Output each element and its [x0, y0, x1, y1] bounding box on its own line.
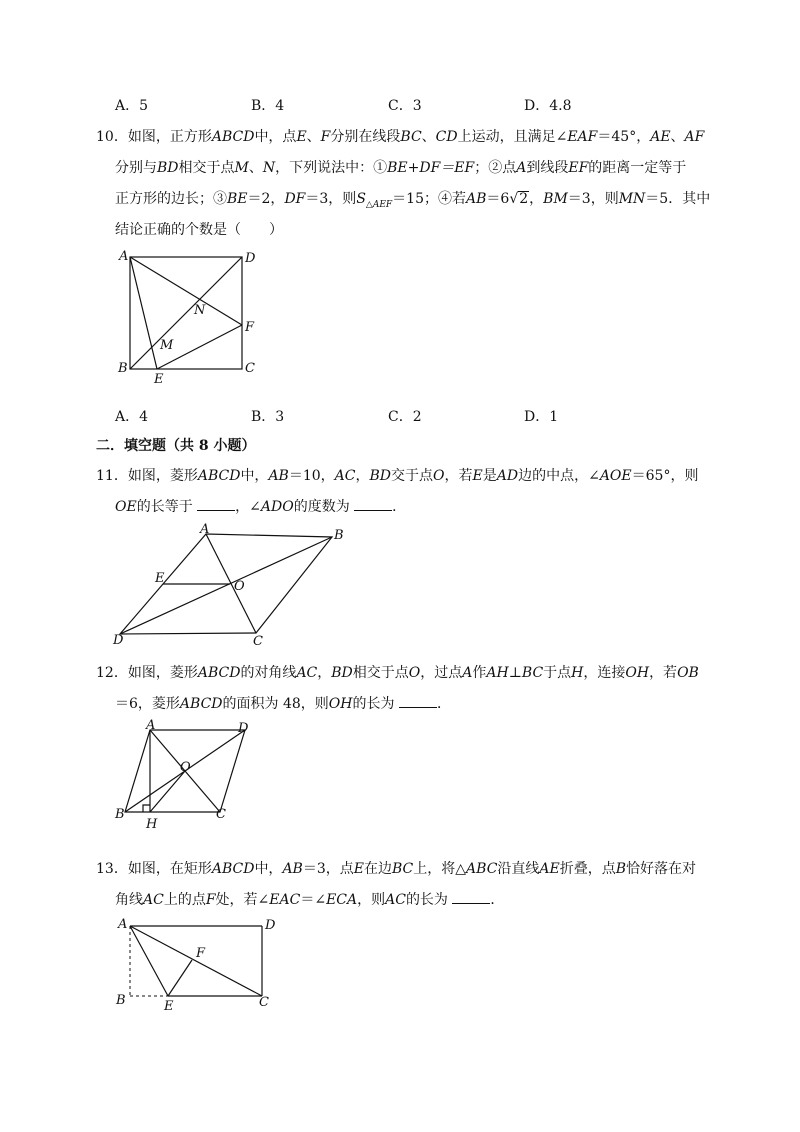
q9-option-d: D．4.8: [524, 98, 572, 114]
q13-label-e: E: [164, 999, 174, 1014]
q13-line-1: 13．如图，在矩形ABCD中，AB＝3，点E在边BC上，将△ABC沿直线AE折叠，点B恰好落在对: [96, 861, 697, 877]
q11-line-1: 11．如图，菱形ABCD中，AB＝10，AC，BD交于点O，若E是AD边的中点，∠AOE＝65°，则: [96, 468, 699, 484]
q12-figure: [110, 718, 270, 834]
q10-line-3: 正方形的边长；③BE＝2，DF＝3，则$S_{\triangle AEF}=15$；④若AB＝6√2，BM＝3，则MN＝5．其中: [115, 191, 711, 210]
q10-option-a: A．4: [115, 409, 149, 425]
q12-label-a: A: [146, 718, 156, 733]
q12-line-1: 12．如图，菱形ABCD的对角线AC，BD相交于点O，过点A作AH⊥BC于点H，连接OH，若OB: [96, 665, 699, 681]
q13-label-f: F: [196, 946, 206, 961]
q11-label-a: A: [200, 522, 210, 537]
q11-line-2: OE的长等于 ，∠ADO的度数为 ．: [115, 499, 407, 515]
q12-label-d: D: [238, 721, 249, 736]
q10-diagonal-bd: [130, 257, 242, 369]
q12-label-o: O: [180, 760, 191, 775]
q13-answer-blank[interactable]: [452, 891, 490, 904]
q13-label-c: C: [259, 995, 269, 1010]
q11-label-e: E: [155, 571, 165, 586]
q13-line-2: 角线AC上的点F处，若∠EAC＝∠ECA，则AC的长为 ．: [115, 892, 505, 908]
q12-right-angle-mark: [143, 805, 150, 812]
q10-line-1: 10．如图，正方形ABCD中，点E、F分别在线段BC、CD上运动，且满足∠EAF＝45°，AE、AF: [96, 129, 705, 145]
q10-option-b: B．3: [251, 409, 285, 425]
q11-label-d: D: [113, 633, 124, 648]
q13-label-d: D: [265, 918, 276, 933]
q12-answer-blank[interactable]: [399, 695, 437, 708]
q12-line-2: ＝6，菱形ABCD的面积为 48，则OH的长为 ．: [115, 696, 451, 712]
q10-label-n: N: [194, 303, 206, 318]
q9-option-c: C．3: [388, 98, 422, 114]
q10-label-f: F: [245, 320, 255, 335]
q10-line-2: 分别与BD相交于点M、N，下列说法中：①BE+DF＝EF；②点A到线段EF的距离一定等于: [115, 160, 687, 176]
q13-label-a: A: [118, 917, 128, 932]
q10-label-c: C: [245, 361, 255, 376]
q10-option-d: D．1: [524, 409, 559, 425]
section-2-heading: 二．填空题（共 8 小题）: [96, 438, 256, 454]
q10-segment-af: [130, 257, 242, 325]
q13-diagonal-ac: [130, 926, 262, 996]
q12-label-b: B: [115, 807, 125, 822]
q10-label-d: D: [245, 251, 256, 266]
q10-option-c: C．2: [388, 409, 422, 425]
q11-answer-blank-1[interactable]: [197, 498, 235, 511]
q11-label-o: O: [234, 579, 245, 594]
q9-option-b: B．4: [251, 98, 285, 114]
q13-figure: [110, 914, 290, 1016]
q10-label-e: E: [154, 372, 164, 385]
q13-label-b: B: [116, 993, 126, 1008]
q10-segment-ae: [130, 257, 157, 369]
q10-label-a: A: [119, 249, 129, 264]
q10-label-m: M: [160, 338, 174, 353]
q10-figure: [110, 245, 270, 385]
q11-figure: [110, 522, 350, 650]
q9-option-a: A．5: [115, 98, 149, 114]
q11-answer-blank-2[interactable]: [354, 498, 392, 511]
q10-line-4: 结论正确的个数是（ ）: [115, 222, 283, 238]
q13-segment-ef: [168, 960, 192, 996]
q11-diagonal-bd: [120, 537, 332, 634]
q11-label-c: C: [253, 634, 263, 649]
q10-label-b: B: [118, 361, 128, 376]
q12-label-c: C: [216, 807, 226, 822]
q12-label-h: H: [146, 817, 158, 832]
q11-label-b: B: [334, 528, 344, 543]
